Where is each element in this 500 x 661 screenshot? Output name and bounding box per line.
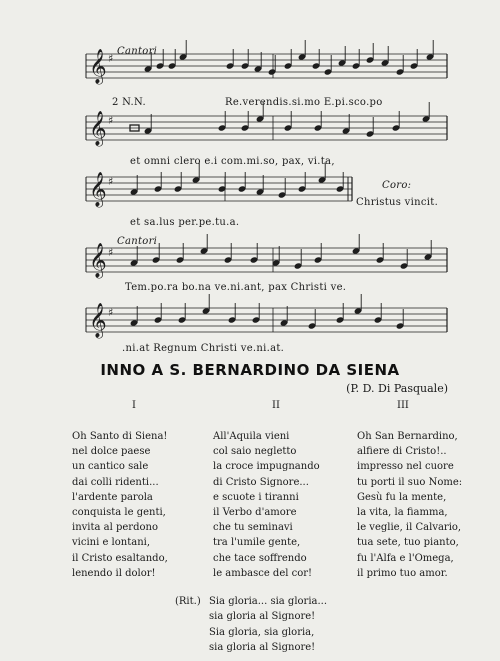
stanza-number-1: I — [132, 400, 136, 411]
stanza-1 — [72, 429, 168, 581]
stanza-number-3: III — [397, 400, 409, 411]
verse-line: fu l'Alfa e l'Omega, — [357, 552, 454, 564]
verse-line: un cantico sale — [72, 461, 149, 473]
verse-line: che tu seminavi — [213, 522, 293, 534]
refrain — [209, 594, 327, 655]
sharp-icon: ♯ — [108, 114, 114, 127]
verse-line: la croce impugnando — [213, 461, 320, 473]
stanza-2 — [213, 429, 320, 581]
verse-line: la vita, la fiamma, — [357, 507, 448, 519]
verse-line: Oh Santo di Siena! — [72, 431, 168, 442]
line1-lyrics: Re.verendis.si.mo E.pi.sco.po — [225, 97, 383, 108]
treble-clef-icon: 𝄞 — [89, 172, 107, 207]
refrain-line: Sia gloria, sia gloria, — [209, 626, 315, 638]
cantori-label-1: Cantori — [117, 46, 158, 57]
treble-clef-icon: 𝄞 — [89, 303, 107, 338]
verse-line: Oh San Bernardino, — [357, 431, 458, 442]
refrain-line: sia gloria al Signore! — [209, 611, 316, 623]
verse-line: invita al perdono — [72, 522, 158, 534]
verse-line: lenendo il dolor! — [72, 567, 156, 579]
line5-lyrics: .ni.at Regnum Christi ve.ni.at. — [122, 343, 285, 354]
stanza-number-2: II — [272, 400, 280, 411]
verse-line: l'ardente parola — [72, 491, 153, 503]
coro-lyrics: Christus vincit. — [356, 197, 439, 208]
refrain-line: sia gloria al Signore! — [209, 641, 316, 653]
line3-lyrics: et sa.lus per.pe.tu.a. — [130, 217, 240, 228]
hymn-title: INNO A S. BERNARDINO DA SIENA — [100, 361, 400, 379]
verse-line: All'Aquila vieni — [213, 431, 290, 442]
sharp-icon: ♯ — [108, 175, 114, 188]
treble-clef-icon: 𝄞 — [89, 111, 107, 146]
verse-line: alfiere di Cristo!.. — [357, 446, 447, 458]
treble-clef-icon: 𝄞 — [89, 49, 107, 84]
verse-line: vicini e lontani, — [72, 537, 151, 549]
sharp-icon: ♯ — [108, 306, 114, 319]
verse-line: Gesù fu la mente, — [357, 491, 447, 503]
refrain-line: Sia gloria... sia gloria... — [209, 596, 328, 607]
line2-lyrics: et omni clero e.i com.mi.so, pax, vi.ta, — [130, 156, 335, 167]
verse-line: di Cristo Signore... — [213, 476, 309, 488]
verse-line: il Cristo esaltando, — [72, 552, 168, 564]
verse-line: col saio negletto — [213, 446, 297, 458]
sharp-icon: ♯ — [108, 52, 114, 65]
verse-line: conquista le genti, — [72, 507, 166, 519]
verse-line: tu porti il suo Nome: — [357, 476, 463, 488]
hymn-author: (P. D. Di Pasquale) — [346, 382, 448, 395]
verse-line: tra l'umile gente, — [213, 537, 301, 549]
line1-prefix: 2 N.N. — [112, 97, 146, 108]
line4-lyrics: Tem.po.ra bo.na ve.ni.ant, pax Christi ve. — [125, 282, 347, 293]
verse-line: tua sete, tuo pianto, — [357, 537, 459, 549]
coro-label: Coro: — [382, 180, 412, 191]
verse-line: impresso nel cuore — [357, 461, 454, 473]
treble-clef-icon: 𝄞 — [89, 243, 107, 278]
verse-line: le ambasce del cor! — [213, 567, 313, 579]
verse-line: nel dolce paese — [72, 446, 151, 458]
refrain-label: (Rit.) — [175, 596, 201, 607]
sharp-icon: ♯ — [108, 246, 114, 259]
verse-line: che tace soffrendo — [213, 552, 307, 564]
stanza-3 — [357, 429, 462, 581]
verse-line: il primo tuo amor. — [357, 567, 448, 579]
verse-line: dai colli ridenti... — [72, 476, 159, 488]
verse-line: le veglie, il Calvario, — [357, 522, 462, 534]
cantori-label-2: Cantori — [117, 236, 158, 247]
verse-line: e scuote i tiranni — [213, 491, 299, 503]
verse-line: il Verbo d'amore — [213, 507, 297, 519]
